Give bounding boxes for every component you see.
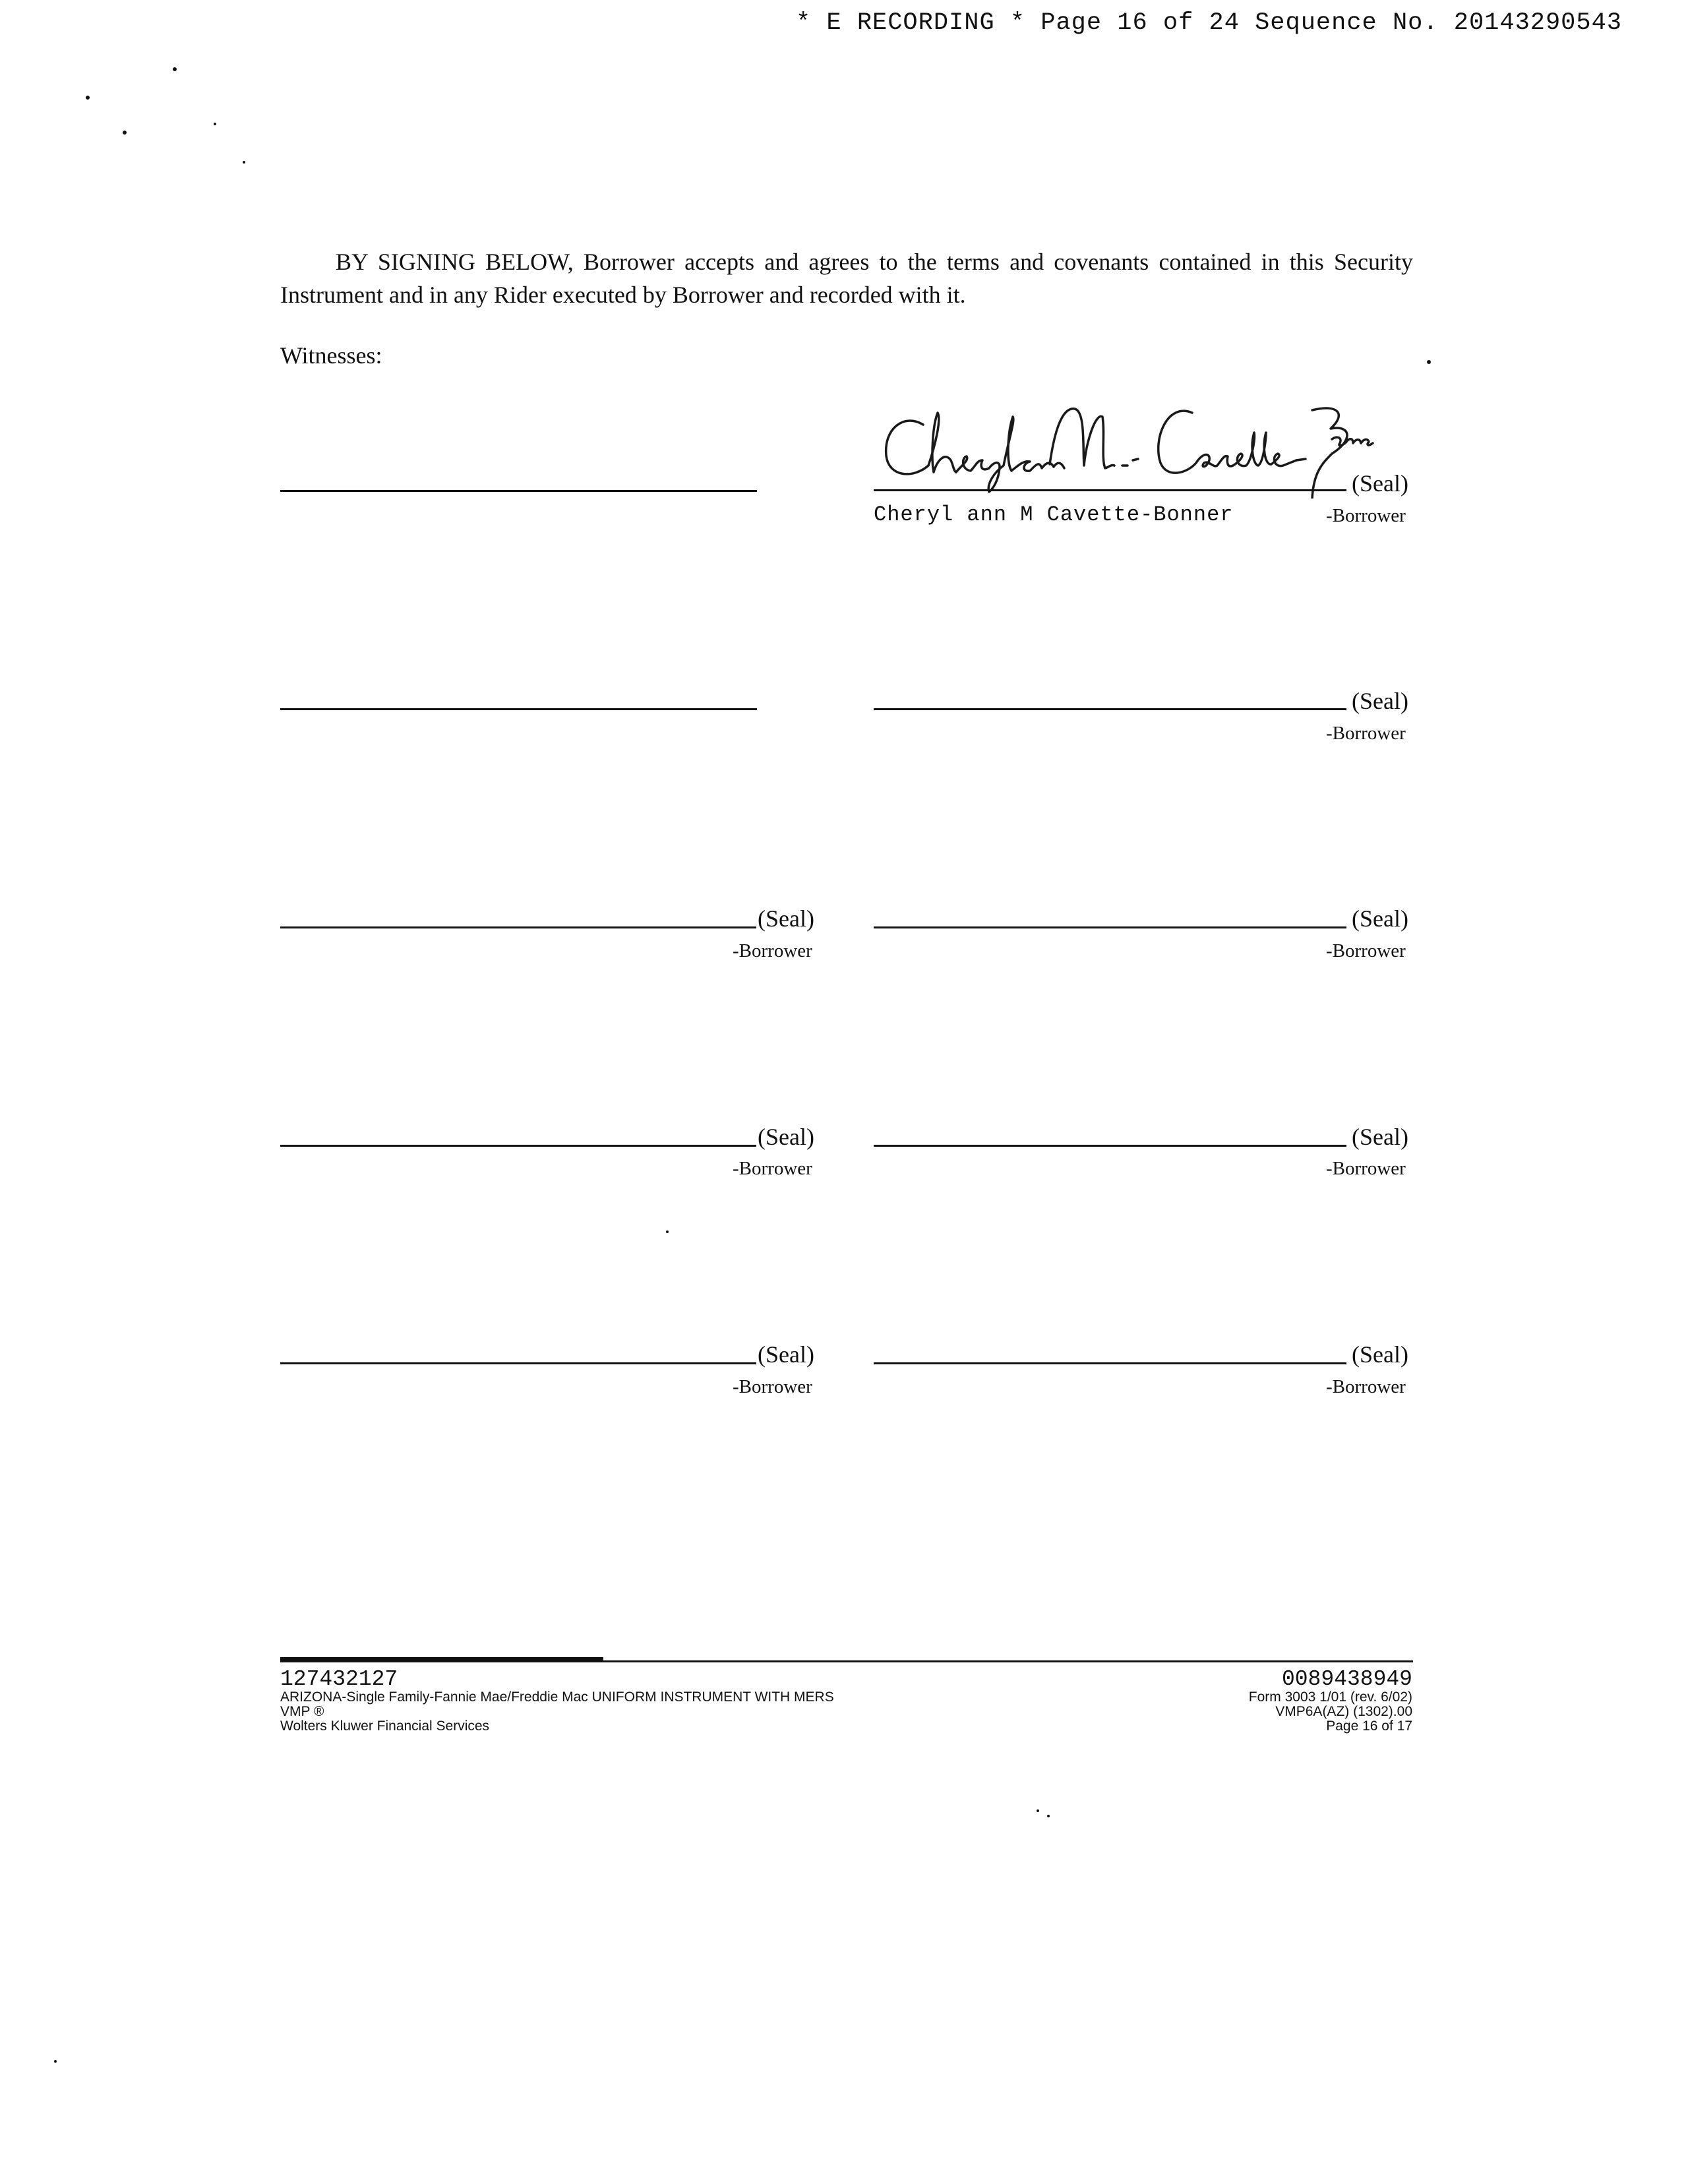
seal-label: (Seal) — [1352, 688, 1408, 714]
borrower-signature-line-6[interactable] — [874, 1145, 1346, 1147]
scan-speck — [666, 1230, 669, 1233]
scan-speck — [1037, 1809, 1039, 1812]
form-title: ARIZONA-Single Family-Fannie Mae/Freddie Mac UNIFORM INSTRUMENT WITH MERS — [280, 1689, 834, 1705]
borrower-printed-name: Cheryl ann M Cavette-Bonner — [874, 502, 1234, 527]
agreement-paragraph: BY SIGNING BELOW, Borrower accepts and agrees to the terms and covenants contained in this Security Instrument and in any Rider executed by Borrower and recorded with it. — [280, 249, 1413, 308]
borrower-signature-line-7[interactable] — [280, 1362, 756, 1364]
borrower-label: -Borrower — [1326, 723, 1406, 744]
borrower-signature-image — [877, 400, 1378, 499]
borrower-label: -Borrower — [733, 1158, 812, 1179]
seal-label: (Seal) — [1352, 905, 1408, 932]
loan-number-left: 127432127 — [280, 1667, 398, 1691]
loan-number-right: 0089438949 — [1281, 1667, 1412, 1691]
witness-signature-line[interactable] — [280, 490, 757, 492]
seal-label: (Seal) — [758, 1341, 814, 1368]
borrower-label: -Borrower — [733, 940, 812, 961]
seal-label: (Seal) — [758, 1124, 814, 1150]
scan-speck — [86, 96, 90, 100]
borrower-signature-line-3[interactable] — [280, 926, 756, 928]
borrower-signature-line-2[interactable] — [874, 708, 1346, 710]
seal-label: (Seal) — [758, 905, 814, 932]
scan-speck — [123, 131, 127, 135]
scan-speck — [1047, 1815, 1050, 1817]
scan-speck — [173, 67, 177, 71]
witness-signature-line[interactable] — [280, 708, 757, 710]
borrower-label: -Borrower — [1326, 1158, 1406, 1179]
seal-label: (Seal) — [1352, 1124, 1408, 1150]
borrower-label: -Borrower — [1326, 940, 1406, 961]
witnesses-label: Witnesses: — [280, 342, 382, 369]
borrower-signature-line-5[interactable] — [280, 1145, 756, 1147]
borrower-label: -Borrower — [733, 1376, 812, 1397]
scan-speck — [54, 2060, 57, 2063]
vmp-code: VMP6A(AZ) (1302).00 — [1275, 1704, 1412, 1719]
seal-label: (Seal) — [1352, 1341, 1408, 1368]
borrower-label: -Borrower — [1326, 1376, 1406, 1397]
scan-speck — [243, 161, 245, 164]
borrower-signature-line-4[interactable] — [874, 926, 1346, 928]
borrower-signature-line-8[interactable] — [874, 1362, 1346, 1364]
scan-speck — [214, 123, 216, 125]
seal-label: (Seal) — [1352, 470, 1408, 497]
borrower-signature-line-1[interactable] — [874, 489, 1346, 491]
page-number: Page 16 of 17 — [1326, 1718, 1412, 1734]
vmp-mark: VMP ® — [280, 1704, 324, 1719]
form-number: Form 3003 1/01 (rev. 6/02) — [1248, 1689, 1412, 1705]
footer-rule — [280, 1660, 1413, 1662]
recording-stamp: * E RECORDING * Page 16 of 24 Sequence No. 20143290543 — [796, 9, 1622, 37]
scan-speck — [1427, 360, 1431, 364]
borrower-label: -Borrower — [1326, 505, 1406, 526]
publisher-name: Wolters Kluwer Financial Services — [280, 1718, 490, 1734]
